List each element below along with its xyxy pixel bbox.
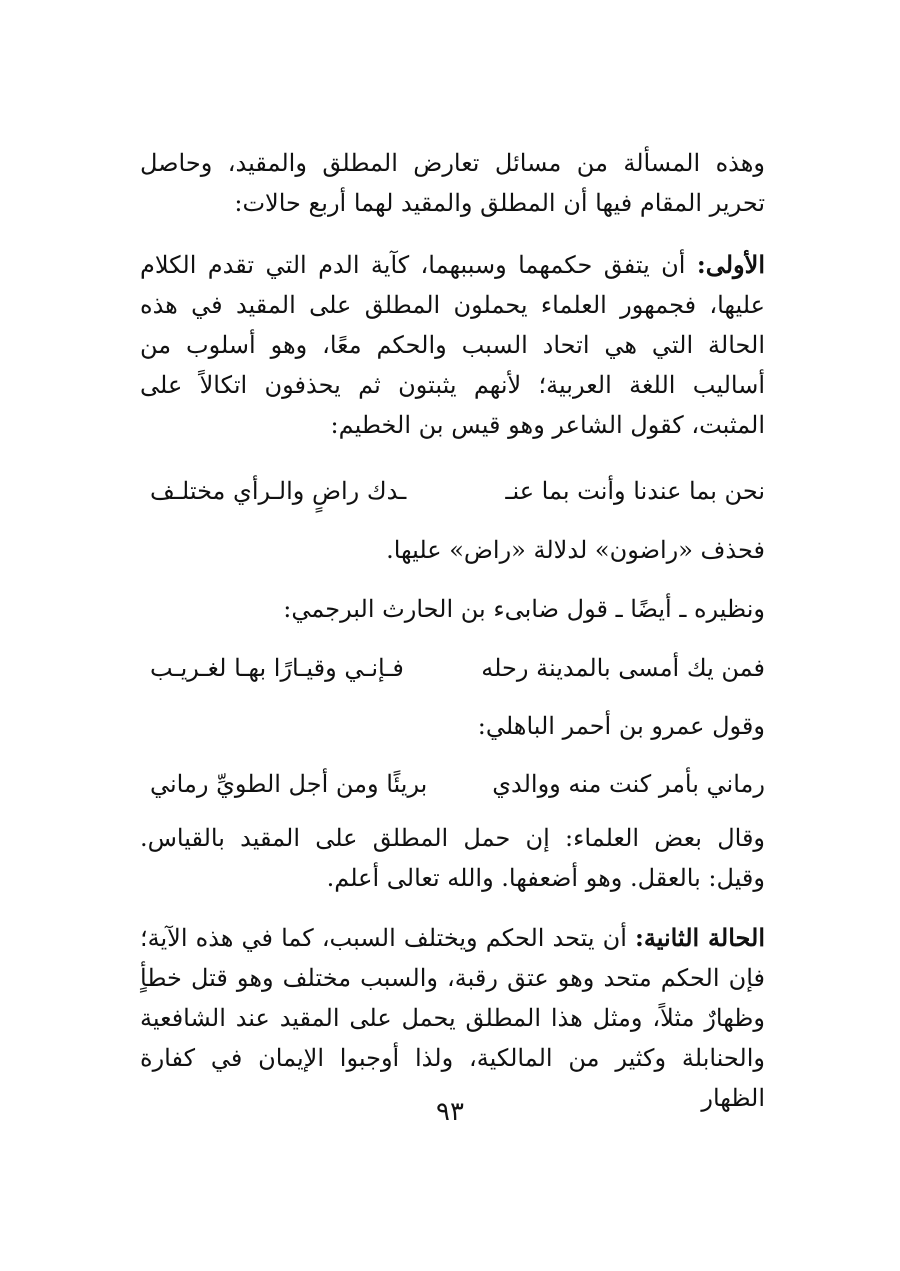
- paragraph-intro-text: وهذه المسألة من مسائل تعارض المطلق والمقيد، وحاصل تحرير المقام فيها أن المطلق والمقيد لهما أربع حالات:: [140, 149, 765, 217]
- intro-amr-text: وقول عمرو بن أحمر الباهلي:: [477, 712, 765, 740]
- verse-dabi: [140, 648, 765, 688]
- paragraph-second-case: [140, 918, 797, 1118]
- verse-dabi-second-hemistich: فـإنـي وقيـارًا بهـا لغـريـب: [150, 654, 404, 682]
- verse-qays: [140, 471, 765, 511]
- paragraph-opinions: [140, 818, 797, 898]
- verse-qays-note: [140, 530, 797, 570]
- intro-amr: [140, 706, 797, 746]
- verse-amr: [140, 764, 765, 804]
- page-number: ٩٣: [436, 1097, 464, 1127]
- second-case-heading: الحالة الثانية:: [635, 923, 765, 952]
- verse-qays-note-text: فحذف «راضون» لدلالة «راض» عليها.: [386, 536, 765, 564]
- first-case-text: أن يتفق حكمهما وسببهما، كآية الدم التي تقدم الكلام عليها، فجمهور العلماء يحملون المطلق على المقيد في هذه الحالة التي هي اتحاد السبب والحكم معًا، وهو أسلوب من أساليب اللغة العربية؛ لأنهم يثبتون ثم يحذفون اتكالاً على المثبت، كقول الشاعر وهو قيس بن الخطيم:: [140, 251, 765, 439]
- verse-amr-first-hemistich: رماني بأمر كنت منه ووالدي: [492, 770, 765, 798]
- paragraph-opinions-text: وقال بعض العلماء: إن حمل المطلق على المقيد بالقياس. وقيل: بالعقل. وهو أضعفها. والله تعالى أعلم.: [140, 824, 765, 892]
- verse-dabi-first-hemistich: فمن يك أمسى بالمدينة رحله: [481, 654, 765, 682]
- first-case-heading: الأولى:: [696, 250, 765, 279]
- intro-dabi: [140, 589, 797, 629]
- verse-qays-first-hemistich: نحن بما عندنا وأنت بما عنـ: [505, 477, 765, 505]
- intro-dabi-text: ونظيره ـ أيضًا ـ قول ضابىء بن الحارث البرجمي:: [283, 595, 765, 623]
- second-case-text: أن يتحد الحكم ويختلف السبب، كما في هذه الآية؛ فإن الحكم متحد وهو عتق رقبة، والسبب مختلف وهو قتل خطأٍ وظهارٌ مثلاً، ومثل هذا المطلق يحمل على المقيد عند الشافعية والحنابلة وكثير من المالكية، ولذا أوجبوا الإيمان في كفارة الظهار: [140, 924, 766, 1112]
- paragraph-first-case: [140, 245, 797, 445]
- verse-amr-second-hemistich: بريئًا ومن أجل الطويِّ رماني: [150, 770, 428, 798]
- verse-qays-second-hemistich: ـدك راضٍ والـرأي مختلـف: [150, 477, 407, 505]
- paragraph-intro: [140, 143, 797, 223]
